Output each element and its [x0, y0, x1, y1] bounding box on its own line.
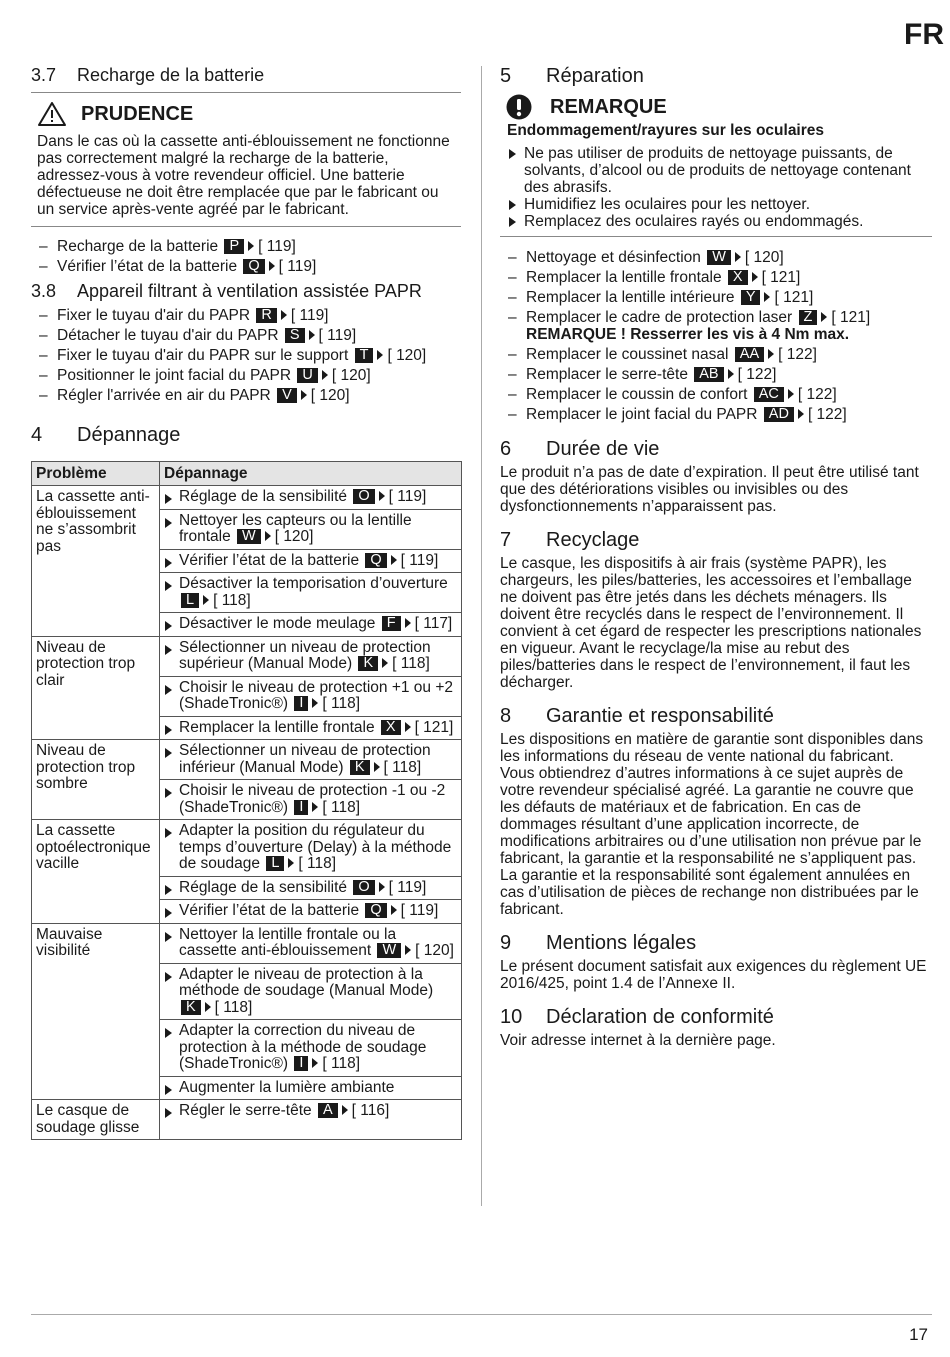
problem-cell: Niveau de protection trop sombre [32, 740, 160, 820]
reference-arrow-icon [391, 555, 397, 565]
list-item-text: Détacher le tuyau d'air du PAPR [57, 327, 279, 344]
reference-arrow-icon [248, 241, 254, 251]
list-item-text: Remplacer le serre-tête [526, 366, 688, 383]
remedy-text: Adapter la position du régulateur du temps d’ouverture (Delay) à la méthode de soudage [179, 822, 452, 872]
list-item-text: Régler l'arrivée en air du PAPR [57, 387, 271, 404]
list-item-text: Remplacer la lentille frontale [526, 269, 722, 286]
figure-tag: AB [694, 367, 723, 382]
remedy-cell [160, 573, 462, 613]
list-item-text: Remplacer le joint facial du PAPR [526, 406, 758, 423]
reference-arrow-icon [821, 312, 827, 322]
list-item-text: Positionner le joint facial du PAPR [57, 367, 292, 384]
list-item-text: Remplacer le coussin de confort [526, 386, 748, 403]
reference-arrow-icon [764, 292, 770, 302]
list-item-text: Nettoyage et désinfection [526, 249, 701, 266]
page-reference-link[interactable]: [ 119] [318, 327, 357, 344]
figure-tag: Z [799, 310, 818, 325]
reference-arrow-icon [798, 409, 804, 419]
reference-arrow-icon [377, 350, 383, 360]
notice-item: Ne pas utiliser de produits de nettoyage puissants, de solvants, d’alcool ou de produits de nettoyage contenant des abrasifs. [507, 145, 932, 196]
list-item [500, 309, 932, 343]
reference-arrow-icon [322, 370, 328, 380]
section-4-heading: 4 Dépannage [31, 424, 181, 446]
figure-tag: O [353, 489, 374, 504]
page-reference-link[interactable]: [ 122] [737, 366, 777, 383]
notice-header [506, 94, 932, 120]
section-6-heading: 6 Durée de vie [500, 438, 660, 460]
remedy-cell [160, 676, 462, 716]
figure-tag: X [381, 720, 401, 735]
remedy-cell [160, 486, 462, 510]
figure-tag: X [728, 270, 748, 285]
page-reference-link[interactable]: [ 122] [778, 346, 817, 363]
table-row [32, 923, 462, 963]
remedy-cell [160, 876, 462, 900]
reference-arrow-icon [405, 945, 411, 955]
notice-subtitle: Endommagement/rayures sur les oculaires [507, 122, 825, 139]
problem-cell: La cassette anti-éblouissement ne s’assombrit pas [32, 486, 160, 637]
remedy-cell [160, 549, 462, 573]
reference-arrow-icon [405, 722, 411, 732]
page-reference-link[interactable]: [ 119] [400, 551, 439, 569]
page-reference-link[interactable]: [ 121] [414, 718, 454, 736]
language-code: FR [904, 18, 944, 51]
figure-tag: L [181, 593, 199, 608]
remedy-text: Réglage de la sensibilité [179, 488, 348, 505]
page-reference-link[interactable]: [ 121] [761, 269, 801, 286]
remedy-text: Sélectionner un niveau de protection inférieur (Manual Mode) [179, 742, 431, 776]
figure-tag: P [224, 239, 244, 254]
reference-arrow-icon [788, 389, 794, 399]
figure-tag: A [318, 1103, 338, 1118]
section-3-8-list [31, 307, 461, 404]
right-column [500, 62, 932, 1049]
problem-cell: Mauvaise visibilité [32, 923, 160, 1100]
reference-arrow-icon [265, 531, 271, 541]
figure-tag: AC [754, 387, 784, 402]
page-reference-link[interactable]: [ 118] [213, 591, 251, 609]
list-item-text: Recharge de la batterie [57, 238, 219, 255]
section-5-list [500, 249, 932, 423]
reference-arrow-icon [768, 349, 774, 359]
figure-tag: K [350, 760, 370, 775]
page-reference-link[interactable]: [ 120] [310, 387, 350, 404]
page-reference-link[interactable]: [ 120] [331, 367, 371, 384]
caution-box [31, 101, 461, 218]
page-reference-link[interactable]: [ 118] [322, 695, 361, 712]
remedy-text: Nettoyer les capteurs ou la lentille frontale [179, 511, 412, 545]
section-5-heading: 5 Réparation [500, 65, 644, 87]
page-reference-link[interactable]: [ 116] [351, 1102, 390, 1119]
remedy-text: Sélectionner un niveau de protection supérieur (Manual Mode) [179, 638, 431, 672]
reference-arrow-icon [301, 390, 307, 400]
page-reference-link[interactable]: [ 118] [392, 655, 430, 672]
remedy-text: Remplacer la lentille frontale [179, 718, 375, 736]
section-3-7-list [31, 238, 461, 275]
list-item [500, 406, 932, 423]
caution-text: Dans le cas où la cassette anti-éblouissement ne fonctionne pas correctement malgré la recharge de la batterie, adressez-vous à votre revendeur officiel. Une batterie défectueuse ne doit être remplacée que par le fabricant ou un service après-vente agréé par le fabricant. [37, 133, 450, 218]
caution-header [37, 101, 461, 127]
table-row [32, 740, 462, 780]
figure-tag: K [358, 656, 378, 671]
page-reference-link[interactable]: [ 117] [414, 615, 453, 632]
figure-tag: Q [365, 903, 386, 918]
section-8-text: Les dispositions en matière de garantie sont disponibles dans les informations du réseau de vente national du fabricant. Vous obtiendrez d’autres informations à ce sujet auprès de votre revendeur spécialisé agréé. La garantie ne couvre que les défauts de matériaux et de fabrication. En cas de dommages résultant d’une application incorrecte, de modifications arbitraires ou d’une utilisation non prévue par le fabricant, la garantie et la responsabilité ne s’appliquent pas. La garantie et la responsabilité sont également annulées en cas d’utilisation de pièces de rechange non distribuées par le fabricant. [500, 731, 924, 918]
table-row [32, 820, 462, 877]
figure-tag: K [181, 1000, 201, 1015]
section-9-heading: 9 Mentions légales [500, 932, 697, 954]
section-10-text: Voir adresse internet à la dernière page. [500, 1032, 776, 1049]
page-reference-link[interactable]: [ 118] [298, 855, 337, 872]
figure-tag: I [294, 1056, 308, 1071]
notice-item: Humidifiez les oculaires pour les nettoyer. [507, 196, 932, 213]
list-item [500, 249, 932, 266]
table-row [32, 486, 462, 510]
remedy-text: Nettoyer la lentille frontale ou la cassette anti-éblouissement [179, 925, 397, 959]
notice-item: Remplacez des oculaires rayés ou endommagés. [507, 213, 932, 230]
figure-tag: R [256, 308, 276, 323]
figure-tag: Y [741, 290, 761, 305]
reference-arrow-icon [269, 261, 275, 271]
remedy-text: Désactiver le mode meulage [179, 615, 376, 632]
table-row [32, 1100, 462, 1140]
remedy-cell [160, 509, 462, 549]
problem-cell: Niveau de protection trop clair [32, 636, 160, 740]
section-3-7-heading: 3.7 Recharge de la batterie [31, 65, 265, 85]
reference-arrow-icon [391, 905, 397, 915]
list-item [31, 307, 461, 324]
reference-arrow-icon [312, 1058, 318, 1068]
reference-arrow-icon [312, 802, 318, 812]
list-item [500, 289, 932, 306]
page-number: 17 [909, 1325, 928, 1344]
page-reference-link[interactable]: [ 118] [383, 758, 422, 776]
figure-tag: W [377, 943, 401, 958]
remedy-text: Choisir le niveau de protection -1 ou -2 (ShadeTronic®) [179, 782, 446, 816]
problem-cell: Le casque de soudage glisse [32, 1100, 160, 1140]
figure-tag: AA [735, 347, 764, 362]
page-reference-link[interactable]: [ 120] [387, 347, 427, 364]
remedy-text: Choisir le niveau de protection +1 ou +2 (ShadeTronic®) [179, 678, 454, 712]
column-divider [481, 66, 482, 1206]
notice-list [507, 145, 932, 230]
section-10-heading: 10 Déclaration de conformité [500, 1006, 774, 1028]
list-item [31, 347, 461, 364]
page-reference-link[interactable]: [ 121] [831, 309, 871, 326]
list-item [500, 346, 932, 363]
list-item-text: Vérifier l’état de la batterie [57, 258, 238, 275]
section-7-text: Le casque, les dispositifs à air frais (système PAPR), les chargeurs, les piles/batteries, les accessoires et l’emballage ne doivent pas être jetés dans les déchets ménagers. Ils doivent être recyclés dans le respect de l’environnement. Il convient à cet égard de respecter les prescriptions nationales en vigueur. Avant le recyclage/la mise au rebut des piles/batteries dans le respect de l’environnement, il faut les décharger. [500, 555, 922, 691]
page-reference-link[interactable]: [ 119] [388, 878, 427, 896]
list-item [500, 366, 932, 383]
remedy-text: Vérifier l’état de la batterie [179, 551, 360, 569]
notice-title: REMARQUE [550, 95, 667, 118]
remedy-text: Régler le serre-tête [179, 1102, 312, 1119]
exclamation-circle-icon [506, 94, 532, 120]
page-reference-link[interactable]: [ 120] [744, 249, 784, 266]
figure-tag: L [266, 856, 284, 871]
table-header-row [32, 462, 462, 486]
troubleshooting-table [31, 461, 462, 1140]
reference-arrow-icon [735, 252, 741, 262]
figure-tag: I [294, 696, 308, 711]
reference-arrow-icon [374, 762, 380, 772]
notice-box [500, 94, 932, 230]
page-reference-link[interactable]: [ 122] [807, 406, 847, 423]
reference-arrow-icon [309, 330, 315, 340]
remedy-cell [160, 636, 462, 676]
remedy-cell [160, 1020, 462, 1077]
list-item [500, 386, 932, 403]
remedy-text: Vérifier l’état de la batterie [179, 902, 360, 919]
list-item-text: Remplacer le coussinet nasal [526, 346, 729, 363]
figure-tag: S [285, 328, 305, 343]
reference-arrow-icon [752, 272, 758, 282]
remedy-text: Augmenter la lumière ambiante [179, 1078, 395, 1096]
list-item [31, 367, 461, 384]
remedy-text: Adapter le niveau de protection à la méthode de soudage (Manual Mode) [179, 965, 434, 999]
figure-tag: U [297, 368, 317, 383]
caution-bottom-rule [31, 226, 461, 227]
figure-tag: F [382, 616, 401, 631]
caution-top-rule [31, 92, 461, 93]
section-7-heading: 7 Recyclage [500, 529, 640, 551]
list-item [31, 387, 461, 404]
table-row [32, 636, 462, 676]
reference-arrow-icon [379, 491, 385, 501]
header-probleme: Problème [32, 462, 160, 486]
list-item [31, 327, 461, 344]
reference-arrow-icon [405, 618, 411, 628]
list-item-note: REMARQUE ! Resserrer les vis à 4 Nm max. [526, 326, 850, 343]
figure-tag: T [355, 348, 374, 363]
figure-tag: Q [365, 553, 386, 568]
remedy-cell [160, 923, 462, 963]
footer-rule [31, 1314, 932, 1315]
left-column [31, 62, 461, 1140]
reference-arrow-icon [728, 369, 734, 379]
page-reference-link[interactable]: [ 119] [388, 488, 427, 505]
figure-tag: W [237, 529, 261, 544]
page-reference-link[interactable]: [ 118] [214, 998, 253, 1016]
reference-arrow-icon [203, 595, 209, 605]
page-reference-link[interactable]: [ 122] [797, 386, 837, 403]
page-reference-link[interactable]: [ 120] [274, 528, 314, 545]
page-reference-link[interactable]: [ 120] [415, 942, 454, 959]
remedy-cell [160, 740, 462, 780]
list-item [31, 258, 461, 275]
remedy-cell [160, 820, 462, 877]
figure-tag: O [353, 880, 374, 895]
list-item-text: Fixer le tuyau d'air du PAPR sur le support [57, 347, 349, 364]
reference-arrow-icon [312, 698, 318, 708]
page-reference-link[interactable]: [ 119] [400, 902, 439, 919]
remedy-cell [160, 900, 462, 924]
caution-title: PRUDENCE [81, 102, 194, 125]
list-item [31, 238, 461, 255]
remedy-text: Adapter la correction du niveau de protection à la méthode de soudage (ShadeTronic®) [179, 1022, 427, 1072]
header-depannage: Dépannage [160, 462, 462, 486]
figure-tag: Q [243, 259, 264, 274]
reference-arrow-icon [382, 658, 388, 668]
remedy-cell [160, 963, 462, 1020]
notice-bottom-rule [500, 236, 932, 237]
remedy-cell [160, 1076, 462, 1100]
reference-arrow-icon [288, 858, 294, 868]
remedy-cell [160, 780, 462, 820]
remedy-cell [160, 613, 462, 637]
page-reference-link[interactable]: [ 119] [258, 238, 296, 255]
list-item [500, 269, 932, 286]
figure-tag: W [707, 250, 731, 265]
page-reference-link[interactable]: [ 121] [774, 289, 814, 306]
figure-tag: I [294, 800, 308, 815]
section-9-text: Le présent document satisfait aux exigences du règlement UE 2016/425, point 1.4 de l’Annexe II. [500, 958, 927, 992]
problem-cell: La cassette optoélectronique vacille [32, 820, 160, 924]
page-reference-link[interactable]: [ 118] [322, 798, 361, 816]
reference-arrow-icon [342, 1105, 348, 1115]
figure-tag: AD [764, 407, 794, 422]
remedy-cell [160, 1100, 462, 1140]
section-8-heading: 8 Garantie et responsabilité [500, 705, 774, 727]
page-reference-link[interactable]: [ 119] [278, 258, 317, 275]
remedy-cell [160, 716, 462, 740]
page-reference-link[interactable]: [ 118] [322, 1055, 361, 1072]
reference-arrow-icon [379, 882, 385, 892]
remedy-text: Réglage de la sensibilité [179, 878, 348, 896]
list-item-text: Fixer le tuyau d'air du PAPR [57, 307, 251, 324]
reference-arrow-icon [281, 310, 287, 320]
list-item-text: Remplacer le cadre de protection laser [526, 309, 793, 326]
section-3-8-heading: 3.8 Appareil filtrant à ventilation assistée PAPR [31, 281, 422, 301]
warning-triangle-icon [37, 101, 67, 127]
reference-arrow-icon [205, 1002, 211, 1012]
section-6-text: Le produit n’a pas de date d’expiration. Il peut être utilisé tant que des détériorations visibles ou invisibles ou des dysfonctionnements n’apparaissent pas. [500, 464, 919, 515]
list-item-text: Remplacer la lentille intérieure [526, 289, 735, 306]
figure-tag: V [277, 388, 297, 403]
remedy-text: Désactiver la temporisation d’ouverture [179, 575, 448, 592]
page-reference-link[interactable]: [ 119] [290, 307, 329, 324]
